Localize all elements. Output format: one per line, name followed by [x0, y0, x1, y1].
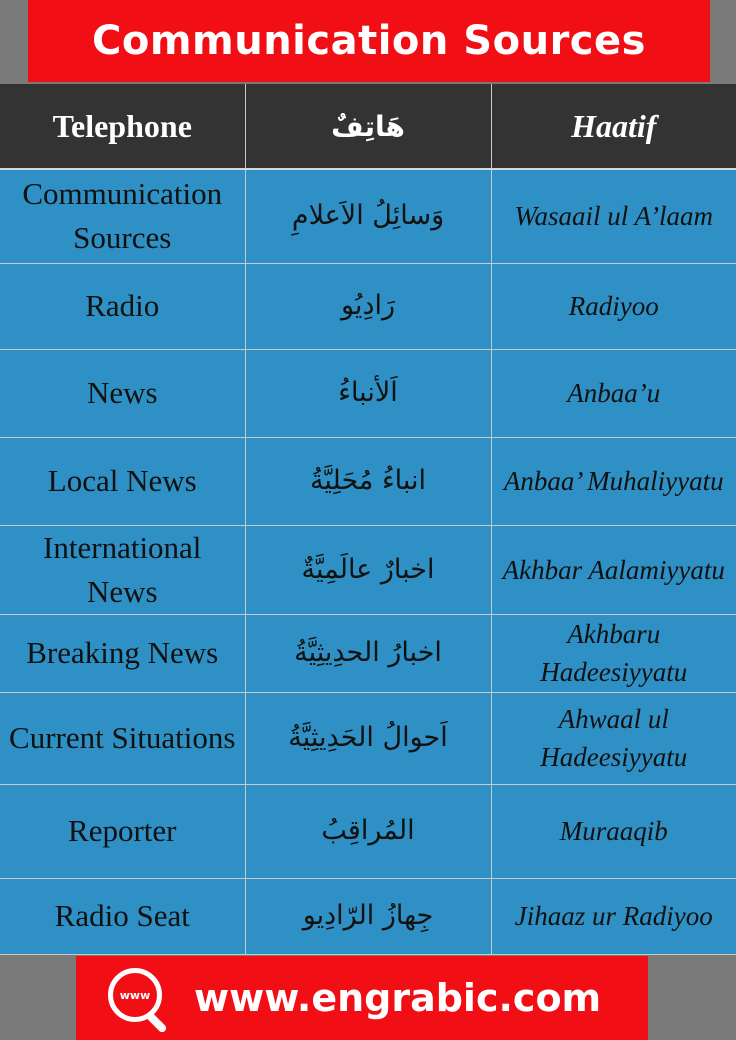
- cell-arabic: اخبارٌ عالَمِيَّةٌ: [245, 525, 491, 614]
- table-header-row: [0, 84, 736, 169]
- header-english: Telephone: [0, 84, 245, 169]
- www-icon-label: www: [119, 988, 151, 1002]
- cell-transliteration: Muraaqib: [491, 784, 736, 878]
- title-banner: [28, 0, 710, 82]
- cell-transliteration: Wasaail ul A’laam: [491, 169, 736, 263]
- cell-transliteration: Anbaa’u: [491, 349, 736, 437]
- cell-arabic: اخبارُ الحدِيثِيَّةُ: [245, 614, 491, 692]
- magnifier-www-icon: [106, 966, 170, 1030]
- cell-arabic: المُراقِبُ: [245, 784, 491, 878]
- cell-transliteration: Radiyoo: [491, 263, 736, 349]
- cell-english: Radio Seat: [0, 878, 245, 954]
- cell-english: Breaking News: [0, 614, 245, 692]
- magnifier-handle: [145, 1011, 168, 1034]
- cell-arabic: وَسائِلُ الاَعلامِ: [245, 169, 491, 263]
- cell-arabic: رَادِيُو: [245, 263, 491, 349]
- table-row: [0, 437, 736, 525]
- cell-english: News: [0, 349, 245, 437]
- footer-banner: [76, 956, 648, 1040]
- cell-english: International News: [0, 525, 245, 614]
- website-url[interactable]: www.engrabic.com: [194, 976, 602, 1020]
- cell-arabic: اَلأنباءُ: [245, 349, 491, 437]
- header-arabic: هَاتِفٌ: [245, 84, 491, 169]
- cell-transliteration: Akhbaru Hadeesiyyatu: [491, 614, 736, 692]
- table-row: [0, 349, 736, 437]
- cell-arabic: انباءُ مُحَلِيَّةُ: [245, 437, 491, 525]
- vocabulary-table: [0, 84, 736, 955]
- cell-english: Local News: [0, 437, 245, 525]
- table-row: [0, 525, 736, 614]
- cell-english: Reporter: [0, 784, 245, 878]
- table-row: [0, 169, 736, 263]
- table-row: [0, 692, 736, 784]
- table-row: [0, 614, 736, 692]
- cell-transliteration: Ahwaal ul Hadeesiyyatu: [491, 692, 736, 784]
- cell-transliteration: Akhbar Aalamiyyatu: [491, 525, 736, 614]
- cell-english: Communication Sources: [0, 169, 245, 263]
- cell-transliteration: Anbaa’ Muhaliyyatu: [491, 437, 736, 525]
- page-title: Communication Sources: [92, 18, 646, 64]
- cell-transliteration: Jihaaz ur Radiyoo: [491, 878, 736, 954]
- table-row: [0, 263, 736, 349]
- cell-english: Current Situations: [0, 692, 245, 784]
- cell-arabic: اَحوالُ الحَدِيثِيَّةُ: [245, 692, 491, 784]
- header-transliteration: Haatif: [491, 84, 736, 169]
- cell-arabic: جِهازُ الرّادِيو: [245, 878, 491, 954]
- table-row: [0, 878, 736, 954]
- table-row: [0, 784, 736, 878]
- cell-english: Radio: [0, 263, 245, 349]
